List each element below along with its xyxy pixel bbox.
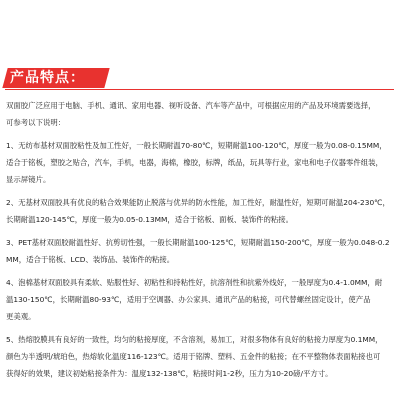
- item-line: 2、无基材双面胶具有优良的粘合效果能防止脱落与优异的防水性能，加工性好，耐温性好，短期可耐温204-230℃，: [6, 198, 390, 207]
- feature-item-foam: [6, 274, 396, 325]
- item-line: 温130-150℃，长期耐温80-93℃，适用于空调器、办公家具、通讯产品的粘接，可代替螺丝固定设计，使产品: [6, 295, 371, 304]
- item-line: 更美观。: [6, 312, 36, 321]
- item-line: 显示屏镜片。: [6, 175, 51, 184]
- item-line: 颜色为半透明/琥珀色，热熔软化温度116-123℃。适用于铭牌、塑料、五金件的粘接；在不平整物体表面粘接也可: [6, 352, 381, 361]
- feature-item-pet: [6, 234, 396, 268]
- section-title: 产品特点：: [10, 70, 85, 86]
- item-line: 适合于铭板，塑胶之贴合，汽车，手机，电器，海棉，橡胶，标牌，纸品，玩具等行业，家电和电子仪器零件组装，: [6, 158, 383, 167]
- feature-item-substrate-free: [6, 194, 396, 228]
- feature-item-non-woven: [6, 137, 396, 188]
- item-line: 4、泡棉基材双面胶具有柔软、贴服性好、初粘性和持粘性好，抗溶剂性和抗紫外线好，一般厚度为0.4-1.0MM，耐: [6, 278, 383, 287]
- intro-line: 可参考以下说明：: [6, 118, 66, 127]
- item-line: 长期耐温120-145℃，厚度一般为0.05-0.13MM，适合于铭板、面板、装饰件的粘接。: [6, 215, 294, 224]
- item-line: 1、无纺布基材双面胶粘性及加工性好，一般长期耐温70-80℃，短期耐温100-120℃，厚度一般为0.08-0.15MM，: [6, 141, 387, 150]
- intro-paragraph: [6, 97, 396, 131]
- item-line: 3、PET基材双面胶耐温性好、抗剪切性强，一般长期耐温100-125℃，短期耐温150-200℃，厚度一般为0.048-0.2: [6, 238, 390, 247]
- feature-description: [6, 97, 396, 382]
- feature-item-hot-melt: [6, 331, 396, 382]
- item-line: MM，适合于铭板、LCD、装饰品、装饰件的粘接。: [6, 255, 175, 264]
- intro-line: 双面胶广泛应用于电脑、手机、通讯、家用电器、视听设备、汽车等产品中，可根据应用的产品及环境需要选择，: [6, 101, 376, 110]
- item-line: 5、热熔胶膜具有良好的一致性，均匀的粘接厚度，不含溶剂，易加工，对很多物体有良好的粘接力厚度为0.1MM，: [6, 335, 383, 344]
- item-line: 获得好的效果，建议初始粘接条件为：温度132-138℃，粘接时间1-2秒，压力为10-20磅/平方寸。: [6, 369, 333, 378]
- title-divider: [5, 89, 394, 90]
